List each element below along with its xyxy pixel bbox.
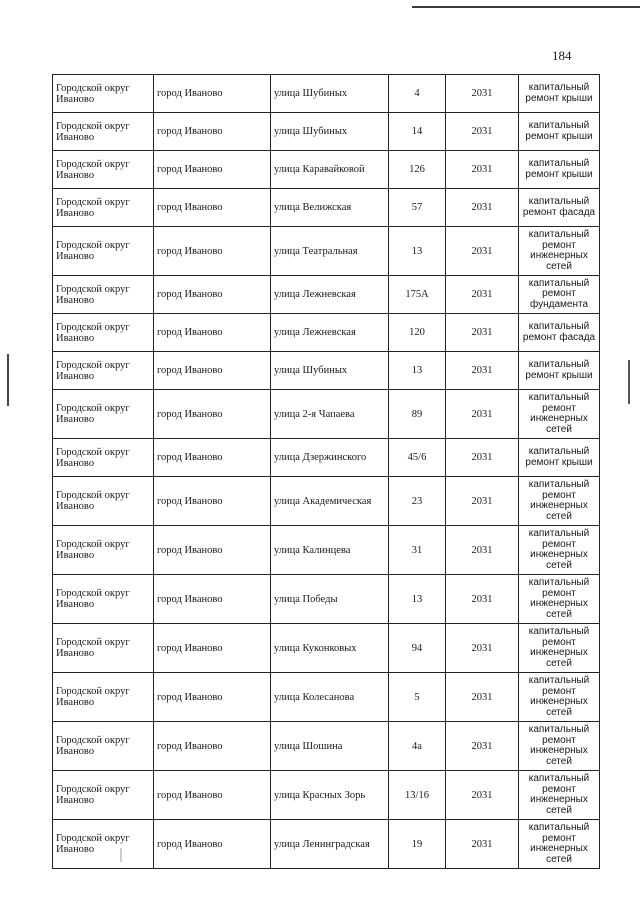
street-cell: улица Ленинградская: [271, 820, 389, 869]
year-cell: 2031: [446, 771, 519, 820]
house-number-cell: 13: [389, 227, 446, 276]
city-cell: город Иваново: [154, 673, 271, 722]
work-type-cell: капитальный ремонт инженерных сетей: [519, 624, 600, 673]
street-cell: улица Шубиных: [271, 352, 389, 390]
year-cell: 2031: [446, 477, 519, 526]
table-row: [53, 439, 600, 477]
district-cell: Городской округ Иваново: [53, 771, 154, 820]
repair-schedule-table: [52, 74, 600, 869]
street-cell: улица Лежневская: [271, 314, 389, 352]
table-row: [53, 189, 600, 227]
city-cell: город Иваново: [154, 314, 271, 352]
street-cell: улица Шубиных: [271, 113, 389, 151]
city-cell: город Иваново: [154, 575, 271, 624]
year-cell: 2031: [446, 526, 519, 575]
year-cell: 2031: [446, 352, 519, 390]
year-cell: 2031: [446, 390, 519, 439]
street-cell: улица Красных Зорь: [271, 771, 389, 820]
year-cell: 2031: [446, 314, 519, 352]
district-cell: Городской округ Иваново: [53, 75, 154, 113]
street-cell: улица Шошина: [271, 722, 389, 771]
year-cell: 2031: [446, 75, 519, 113]
work-type-cell: капитальный ремонт инженерных сетей: [519, 673, 600, 722]
city-cell: город Иваново: [154, 352, 271, 390]
district-cell: Городской округ Иваново: [53, 314, 154, 352]
district-cell: Городской округ Иваново: [53, 390, 154, 439]
table-row: [53, 820, 600, 869]
city-cell: город Иваново: [154, 439, 271, 477]
house-number-cell: 31: [389, 526, 446, 575]
work-type-cell: капитальный ремонт инженерных сетей: [519, 390, 600, 439]
city-cell: город Иваново: [154, 390, 271, 439]
city-cell: город Иваново: [154, 722, 271, 771]
year-cell: 2031: [446, 673, 519, 722]
table-row: [53, 75, 600, 113]
district-cell: Городской округ Иваново: [53, 276, 154, 314]
house-number-cell: 120: [389, 314, 446, 352]
table-row: [53, 771, 600, 820]
house-number-cell: 23: [389, 477, 446, 526]
district-cell: Городской округ Иваново: [53, 151, 154, 189]
district-cell: Городской округ Иваново: [53, 575, 154, 624]
year-cell: 2031: [446, 722, 519, 771]
table-row: [53, 113, 600, 151]
district-cell: Городской округ Иваново: [53, 439, 154, 477]
house-number-cell: 89: [389, 390, 446, 439]
house-number-cell: 19: [389, 820, 446, 869]
house-number-cell: 175А: [389, 276, 446, 314]
work-type-cell: капитальный ремонт инженерных сетей: [519, 820, 600, 869]
year-cell: 2031: [446, 624, 519, 673]
city-cell: город Иваново: [154, 113, 271, 151]
street-cell: улица Шубиных: [271, 75, 389, 113]
house-number-cell: 45/6: [389, 439, 446, 477]
city-cell: город Иваново: [154, 771, 271, 820]
work-type-cell: капитальный ремонт крыши: [519, 75, 600, 113]
house-number-cell: 126: [389, 151, 446, 189]
district-cell: Городской округ Иваново: [53, 227, 154, 276]
work-type-cell: капитальный ремонт фундамента: [519, 276, 600, 314]
city-cell: город Иваново: [154, 624, 271, 673]
district-cell: Городской округ Иваново: [53, 352, 154, 390]
house-number-cell: 94: [389, 624, 446, 673]
year-cell: 2031: [446, 276, 519, 314]
table-row: [53, 390, 600, 439]
street-cell: улица Дзержинского: [271, 439, 389, 477]
year-cell: 2031: [446, 820, 519, 869]
city-cell: город Иваново: [154, 189, 271, 227]
work-type-cell: капитальный ремонт инженерных сетей: [519, 227, 600, 276]
work-type-cell: капитальный ремонт инженерных сетей: [519, 722, 600, 771]
city-cell: город Иваново: [154, 276, 271, 314]
house-number-cell: 5: [389, 673, 446, 722]
street-cell: улица Театральная: [271, 227, 389, 276]
city-cell: город Иваново: [154, 75, 271, 113]
district-cell: Городской округ Иваново: [53, 624, 154, 673]
table-row: [53, 151, 600, 189]
street-cell: улица Победы: [271, 575, 389, 624]
district-cell: Городской округ Иваново: [53, 477, 154, 526]
house-number-cell: 13/16: [389, 771, 446, 820]
year-cell: 2031: [446, 575, 519, 624]
table-row: [53, 673, 600, 722]
house-number-cell: 4а: [389, 722, 446, 771]
work-type-cell: капитальный ремонт инженерных сетей: [519, 477, 600, 526]
table-row: [53, 575, 600, 624]
work-type-cell: капитальный ремонт инженерных сетей: [519, 526, 600, 575]
street-cell: улица Каравайковой: [271, 151, 389, 189]
year-cell: 2031: [446, 227, 519, 276]
scan-edge-line: [412, 6, 640, 8]
street-cell: улица Калинцева: [271, 526, 389, 575]
city-cell: город Иваново: [154, 151, 271, 189]
city-cell: город Иваново: [154, 477, 271, 526]
scan-margin-mark-right: [628, 360, 630, 404]
city-cell: город Иваново: [154, 820, 271, 869]
street-cell: улица Колесанова: [271, 673, 389, 722]
table-row: [53, 624, 600, 673]
street-cell: улица 2-я Чапаева: [271, 390, 389, 439]
street-cell: улица Академическая: [271, 477, 389, 526]
district-cell: Городской округ Иваново: [53, 189, 154, 227]
year-cell: 2031: [446, 439, 519, 477]
city-cell: город Иваново: [154, 526, 271, 575]
district-cell: Городской округ Иваново: [53, 113, 154, 151]
work-type-cell: капитальный ремонт крыши: [519, 113, 600, 151]
year-cell: 2031: [446, 151, 519, 189]
scan-artifact: [120, 848, 122, 862]
table-row: [53, 722, 600, 771]
city-cell: город Иваново: [154, 227, 271, 276]
district-cell: Городской округ Иваново: [53, 526, 154, 575]
table-row: [53, 276, 600, 314]
table-row: [53, 352, 600, 390]
scan-margin-mark: [7, 354, 9, 406]
house-number-cell: 14: [389, 113, 446, 151]
street-cell: улица Лежневская: [271, 276, 389, 314]
table-row: [53, 477, 600, 526]
house-number-cell: 13: [389, 575, 446, 624]
work-type-cell: капитальный ремонт инженерных сетей: [519, 575, 600, 624]
work-type-cell: капитальный ремонт крыши: [519, 439, 600, 477]
page-number: 184: [552, 48, 572, 63]
house-number-cell: 57: [389, 189, 446, 227]
district-cell: Городской округ Иваново: [53, 673, 154, 722]
street-cell: улица Куконковых: [271, 624, 389, 673]
work-type-cell: капитальный ремонт фасада: [519, 189, 600, 227]
year-cell: 2031: [446, 113, 519, 151]
work-type-cell: капитальный ремонт инженерных сетей: [519, 771, 600, 820]
year-cell: 2031: [446, 189, 519, 227]
table-row: [53, 314, 600, 352]
district-cell: Городской округ Иваново: [53, 722, 154, 771]
district-cell: Городской округ Иваново: [53, 820, 154, 869]
table-row: [53, 526, 600, 575]
work-type-cell: капитальный ремонт фасада: [519, 314, 600, 352]
table-row: [53, 227, 600, 276]
house-number-cell: 13: [389, 352, 446, 390]
work-type-cell: капитальный ремонт крыши: [519, 352, 600, 390]
street-cell: улица Велижская: [271, 189, 389, 227]
work-type-cell: капитальный ремонт крыши: [519, 151, 600, 189]
house-number-cell: 4: [389, 75, 446, 113]
